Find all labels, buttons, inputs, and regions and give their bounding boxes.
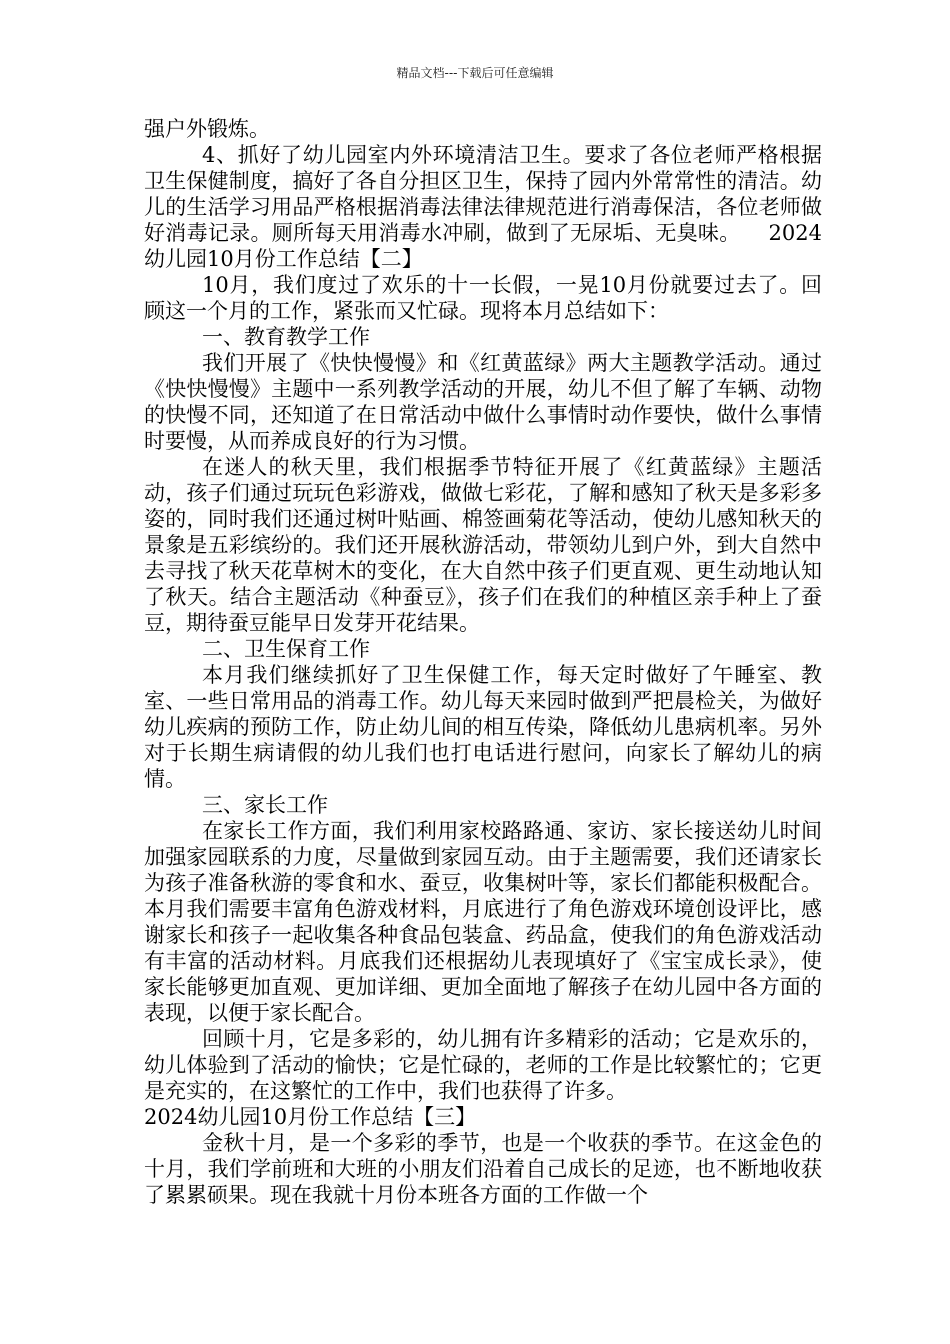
paragraph: 本月我们继续抓好了卫生保健工作，每天定时做好了午睡室、教室、一些日常用品的消毒工作。幼儿每天来园时做到严把晨检关，为做好幼儿疾病的预防工作，防止幼儿间的相互传染，降低幼儿患病机率。另外对于长期生病请假的幼儿我们也打电话进行慰问，向家长了解幼儿的病情。 — [144, 663, 822, 791]
paragraph: 在家长工作方面，我们利用家校路路通、家访、家长接送幼儿时间加强家园联系的力度，尽量做到家园互动。由于主题需要，我们还请家长为孩子准备秋游的零食和水、蚕豆，收集树叶等，家长们都能积极配合。本月我们需要丰富角色游戏材料，月底进行了角色游戏环境创设评比，感谢家长和孩子一起收集各种食品包装盒、药品盒，使我们的角色游戏活动有丰富的活动材料。月底我们还根据幼儿表现填好了《宝宝成长录》，使家长能够更加直观、更加详细、更加全面地了解孩子在幼儿园中各方面的表现，以便于家长配合。 — [144, 819, 822, 1025]
paragraph — [144, 142, 822, 272]
paragraph: 我们开展了《快快慢慢》和《红黄蓝绿》两大主题教学活动。通过《快快慢慢》主题中一系列教学活动的开展，幼儿不但了解了车辆、动物的快慢不同，还知道了在日常活动中做什么事情时动作要快，做什么事情时要慢，从而养成良好的行为习惯。 — [144, 351, 822, 453]
paragraph-text: 4、抓好了幼儿园室内外环境清洁卫生。要求了各位老师严格根据卫生保健制度，搞好了各自分担区卫生，保持了园内外常常性的清洁。幼儿的生活学习用品严格根据消毒法律法律规范进行消毒保洁，各位老师做好消毒记录。厕所每天用消毒水冲刷，做到了无尿垢、无臭味。 — [144, 143, 822, 245]
section-heading: 二、卫生保育工作 — [202, 637, 370, 661]
section-heading: 三、家长工作 — [202, 793, 328, 817]
paragraph: 在迷人的秋天里，我们根据季节特征开展了《红黄蓝绿》主题活动，孩子们通过玩玩色彩游戏，做做七彩花，了解和感知了秋天是多彩多姿的，同时我们还通过树叶贴画、棉签画菊花等活动，使幼儿感知秋天的景象是五彩缤纷的。我们还开展秋游活动，带领幼儿到户外，到大自然中去寻找了秋天花草树木的变化，在大自然中孩子们更直观、更生动地认知了秋天。结合主题活动《种蚕豆》，孩子们在我们的种植区亲手种上了蚕豆，期待蚕豆能早日发芽开花结果。 — [144, 455, 822, 635]
section-heading: 一、教育教学工作 — [202, 325, 370, 349]
section-title: 2024幼儿园10月份工作总结【二】 — [144, 221, 822, 271]
paragraph: 金秋十月，是一个多彩的季节，也是一个收获的季节。在这金色的十月，我们学前班和大班的小朋友们沿着自己成长的足迹，也不断地收获了累累硕果。现在我就十月份本班各方面的工作做一个 — [144, 1131, 822, 1207]
page-header: 精品文档---下载后可任意编辑 — [396, 66, 554, 80]
document-body — [144, 116, 822, 1208]
paragraph: 10月，我们度过了欢乐的十一长假，一晃10月份就要过去了。回顾这一个月的工作，紧张而又忙碌。现将本月总结如下： — [144, 273, 822, 323]
paragraph: 回顾十月，它是多彩的，幼儿拥有许多精彩的活动；它是欢乐的，幼儿体验到了活动的愉快；它是忙碌的，老师的工作是比较繁忙的；它更是充实的，在这繁忙的工作中，我们也获得了许多。 — [144, 1027, 822, 1103]
section-title: 2024幼儿园10月份工作总结【三】 — [144, 1105, 477, 1129]
paragraph: 强户外锻炼。 — [144, 117, 270, 141]
